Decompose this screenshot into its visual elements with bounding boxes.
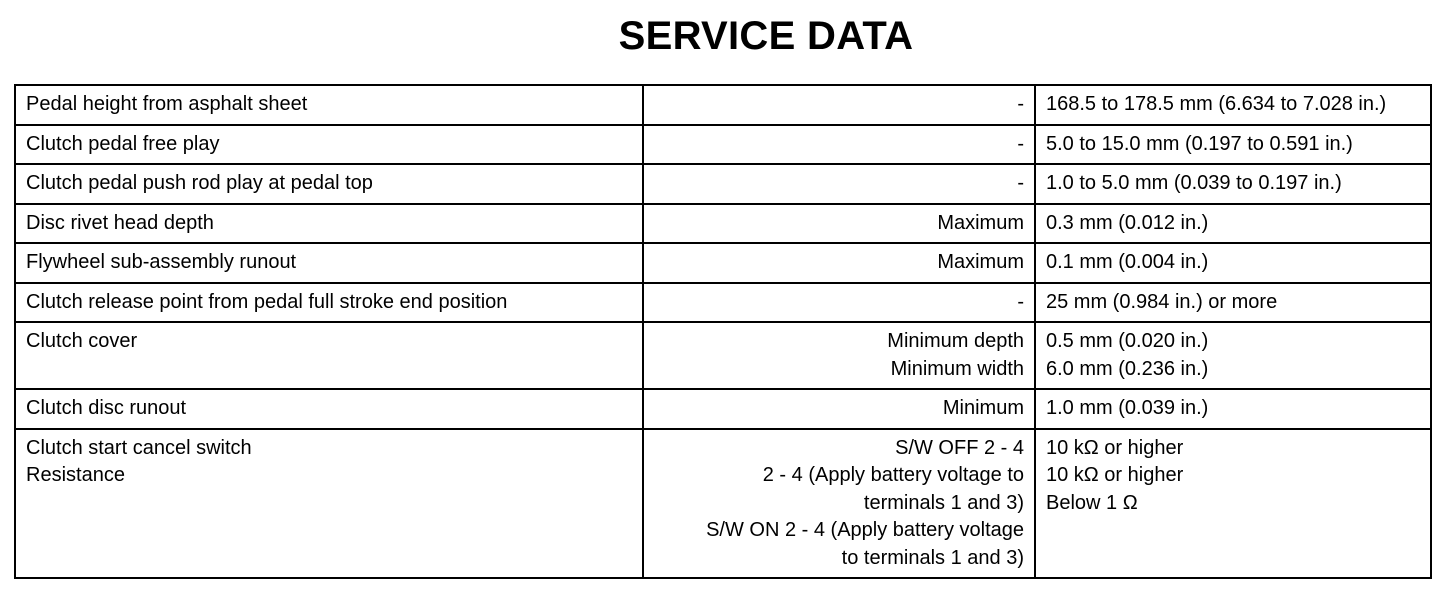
value-text: 0.5 mm (0.020 in.) <box>1046 330 1209 352</box>
value-cell <box>1035 164 1431 204</box>
condition-text: Maximum <box>937 251 1024 273</box>
condition-text: S/W ON 2 - 4 (Apply battery voltage <box>706 519 1024 541</box>
condition-text: to terminals 1 and 3) <box>841 546 1024 569</box>
value-text: 10 kΩ or higher <box>1046 464 1184 486</box>
value-cell <box>1035 204 1431 244</box>
value-text: Below 1 Ω <box>1046 491 1138 514</box>
item-text: Clutch start cancel switch <box>26 436 252 459</box>
value-text: 168.5 to 178.5 mm (6.634 to 7.028 in.) <box>1046 93 1387 115</box>
item-text: Clutch disc runout <box>26 397 187 419</box>
value-cell <box>1035 243 1431 283</box>
table-row <box>15 243 1431 283</box>
value-text: 10 kΩ or higher <box>1046 436 1184 459</box>
item-cell <box>15 164 643 204</box>
condition-cell <box>643 389 1035 429</box>
table-row <box>15 389 1431 429</box>
value-cell <box>1035 283 1431 323</box>
condition-cell <box>643 164 1035 204</box>
item-text: Pedal height from asphalt sheet <box>26 93 308 115</box>
value-cell <box>1035 322 1431 389</box>
condition-text: Minimum depth <box>887 330 1024 352</box>
value-text: 1.0 mm (0.039 in.) <box>1046 397 1209 419</box>
condition-text: - <box>1017 132 1024 155</box>
value-text: 0.3 mm (0.012 in.) <box>1046 211 1209 234</box>
condition-text: S/W OFF 2 - 4 <box>895 436 1024 459</box>
table-row <box>15 322 1431 389</box>
table-row <box>15 125 1431 165</box>
item-cell <box>15 204 643 244</box>
item-cell <box>15 429 643 579</box>
condition-text: Minimum <box>942 397 1024 419</box>
item-cell <box>15 389 643 429</box>
condition-text: - <box>1017 290 1024 313</box>
table-row <box>15 164 1431 204</box>
condition-cell <box>643 429 1035 579</box>
item-cell <box>15 85 643 125</box>
item-text: Disc rivet head depth <box>26 211 214 234</box>
service-data-table <box>14 84 1432 579</box>
value-cell <box>1035 429 1431 579</box>
condition-text: Minimum width <box>890 357 1024 380</box>
condition-text: 2 - 4 (Apply battery voltage to <box>762 464 1024 486</box>
item-text: Flywheel sub-assembly runout <box>26 251 297 273</box>
condition-cell <box>643 243 1035 283</box>
item-cell <box>15 322 643 389</box>
item-text: Clutch cover <box>26 330 138 352</box>
condition-text: terminals 1 and 3) <box>863 491 1024 514</box>
condition-cell <box>643 85 1035 125</box>
value-text: 0.1 mm (0.004 in.) <box>1046 251 1209 273</box>
table-row <box>15 85 1431 125</box>
item-text: Clutch pedal free play <box>26 132 220 155</box>
condition-text: - <box>1017 93 1024 115</box>
item-text: Clutch pedal push rod play at pedal top <box>26 172 373 194</box>
condition-text: - <box>1017 172 1024 194</box>
page-title: SERVICE DATA <box>618 14 914 58</box>
value-text: 5.0 to 15.0 mm (0.197 to 0.591 in.) <box>1046 132 1353 155</box>
value-cell <box>1035 389 1431 429</box>
condition-cell <box>643 283 1035 323</box>
condition-cell <box>643 322 1035 389</box>
condition-text: Maximum <box>937 211 1024 234</box>
table-row <box>15 283 1431 323</box>
condition-cell <box>643 125 1035 165</box>
value-text: 6.0 mm (0.236 in.) <box>1046 357 1209 380</box>
value-cell <box>1035 125 1431 165</box>
item-text: Clutch release point from pedal full stroke end position <box>26 290 508 313</box>
value-cell <box>1035 85 1431 125</box>
condition-cell <box>643 204 1035 244</box>
value-text: 25 mm (0.984 in.) or more <box>1046 290 1278 313</box>
table-row <box>15 429 1431 579</box>
item-cell <box>15 125 643 165</box>
item-cell <box>15 243 643 283</box>
item-cell <box>15 283 643 323</box>
item-text: Resistance <box>26 464 125 486</box>
value-text: 1.0 to 5.0 mm (0.039 to 0.197 in.) <box>1046 172 1342 194</box>
table-row <box>15 204 1431 244</box>
